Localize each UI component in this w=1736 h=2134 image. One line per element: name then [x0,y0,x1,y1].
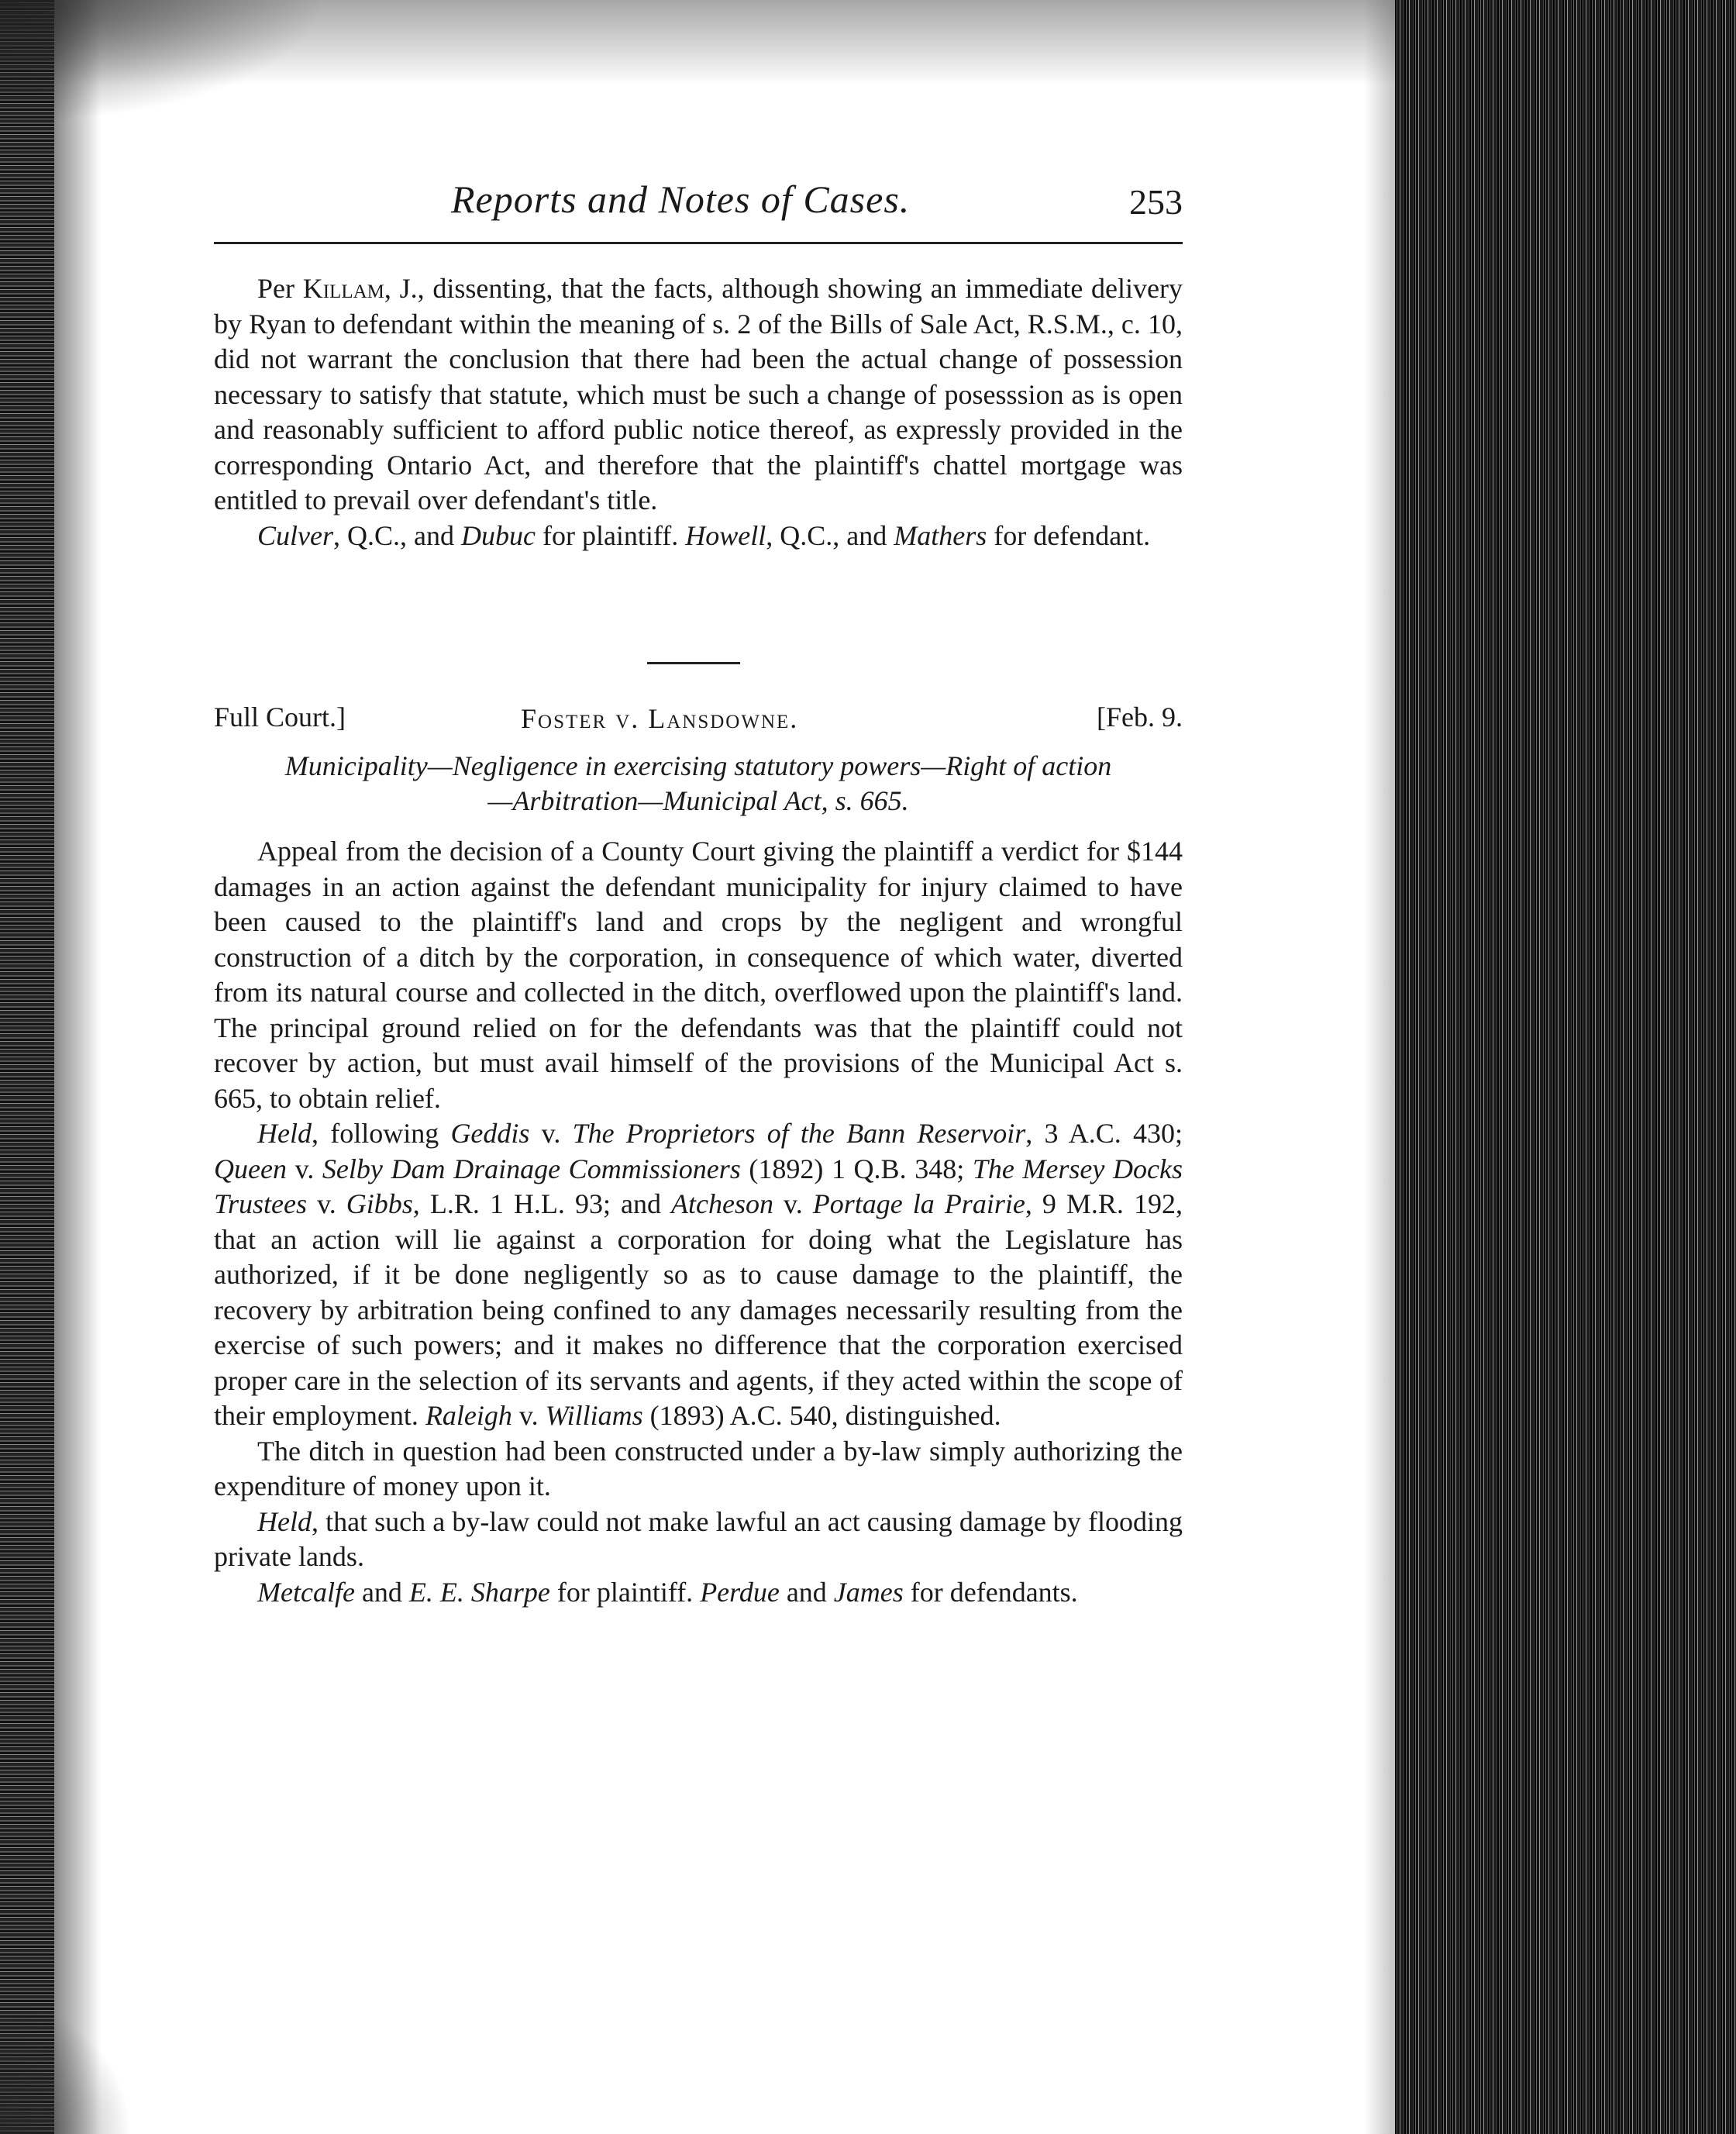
scan-shadow-left-soft [54,0,101,2134]
counsel-text: for plaintiff. [549,1576,701,1608]
held-text: v. [773,1188,813,1219]
counsel-text: for plaintiff. [535,519,686,551]
held-text: v. [512,1400,546,1431]
held-text: , 9 M.R. 192, that an action will lie against a corporation for doing what the Legislature has authorized, if it be done negligently so as to cause damage to the plaintiff, the recovery by arbitration being confined to any damages necessarily resulting from the exercise of such powers; and it makes no difference that the corporation exercised proper care in the selection of its servants and agents, if they acted within the scope of their employment. [214,1188,1183,1431]
held-paragraph-2 [214,1505,1183,1575]
case-citation: Portage la Prairie [812,1188,1025,1219]
judge-name: Killam [302,273,384,304]
held-text: (1892) 1 Q.B. 348; [740,1153,973,1184]
second-case-body [214,834,1183,1610]
case-citation: Raleigh [425,1400,512,1431]
case-date: [Feb. 9. [1097,702,1183,733]
case-citation: Geddis [450,1118,530,1149]
counsel-name: Howell [685,519,766,551]
case-citation: Queen [214,1153,287,1184]
held-paragraph-1 [214,1116,1183,1434]
counsel-name: Mathers [894,519,987,551]
counsel-name: James [833,1576,904,1608]
scan-shadow-bottom-corner [0,2000,132,2134]
first-case-conclusion [214,271,1183,553]
page-number: 253 [1129,182,1183,222]
scan-shadow-left [0,0,54,2134]
case-citation: The Proprietors of the Bann Reservoir [572,1118,1026,1149]
counsel-name: Culver [257,519,333,551]
held-text: v. [307,1188,346,1219]
counsel-text: for defendant. [987,519,1151,551]
held-text: , following [311,1118,451,1149]
held-text: , that such a by-law could not make lawful an act causing damage by flooding private lands. [214,1505,1183,1572]
dissent-paragraph [214,271,1183,519]
headnote-line: —Arbitration—Municipal Act, s. 665. [487,785,909,816]
counsel-paragraph-2 [214,1575,1183,1611]
book-fore-edge [1395,0,1736,2134]
held-text: (1893) A.C. 540, distinguished. [642,1400,1001,1431]
held-text: v. [529,1118,573,1149]
book-page [214,171,1183,1608]
case-heading [214,701,1183,739]
running-head [214,171,1183,240]
counsel-name: Perdue [700,1576,780,1608]
case-citation: The Mersey Docks Trustees [214,1153,1183,1219]
counsel-text: for defendants. [903,1576,1078,1608]
counsel-text: and [779,1576,834,1608]
counsel-name: E. E. Sharpe [408,1576,550,1608]
case-citation: Atcheson [671,1188,773,1219]
counsel-text: , Q.C., and [332,519,461,551]
counsel-text: , Q.C., and [766,519,894,551]
counsel-text: and [354,1576,409,1608]
counsel-name: Dubuc [460,519,536,551]
header-rule [214,242,1183,244]
headnote-line: Municipality—Negligence in exercising statutory powers—Right of action [284,750,1112,781]
held-word: Held [257,1118,312,1149]
counsel-paragraph-1 [214,519,1183,554]
held-text: , L.R. 1 H.L. 93; and [412,1188,672,1219]
dissent-text: , J., dissenting, that the facts, although showing an immediate delivery by Ryan to defendant within the meaning of s. 2 of the Bills of Sale Act, R.S.M., c. 10, did not warrant the conclusion that there had been the actual change of possession necessary to satisfy that statute, which must be such a change of posesssion as is open and reasonably sufficient to afford public notice thereof, as expressly provided in the corresponding Ontario Act, and therefore that the plaintiff's chattel mortgage was entitled to prevail over defendant's title. [214,273,1183,515]
held-text: , 3 A.C. 430; [1025,1118,1183,1149]
case-citation: Gibbs [346,1188,413,1219]
scan-shadow-top-corner [0,0,326,124]
running-title: Reports and Notes of Cases. [451,178,911,221]
case-separator-rule [647,662,740,664]
held-text: v. [286,1153,322,1184]
dissent-prefix: Per [257,273,303,304]
case-citation: Williams [545,1400,643,1431]
ditch-paragraph: The ditch in question had been constructed under a by-law simply authorizing the expenditure of money upon it. [214,1435,1183,1501]
counsel-name: Metcalfe [257,1576,355,1608]
case-citation: Selby Dam Drainage Commissioners [322,1153,741,1184]
court-label: Full Court.] [214,702,346,733]
case-headnote [214,749,1183,819]
held-word: Held [257,1505,312,1537]
appeal-paragraph: Appeal from the decision of a County Court giving the plaintiff a verdict for $144 damages in an action against the defendant municipality for injury claimed to have been caused to the plaintiff's land and crops by the negligent and wrongful construction of a ditch by the corporation, in consequence of which water, diverted from its natural course and collected in the ditch, overflowed upon the plaintiff's land. The principal ground relied on for the defendants was that the plaintiff could not recover by action, but must avail himself of the provisions of the Municipal Act s. 665, to obtain relief. [214,836,1183,1114]
case-parties: Foster v. Lansdowne. [521,703,799,734]
